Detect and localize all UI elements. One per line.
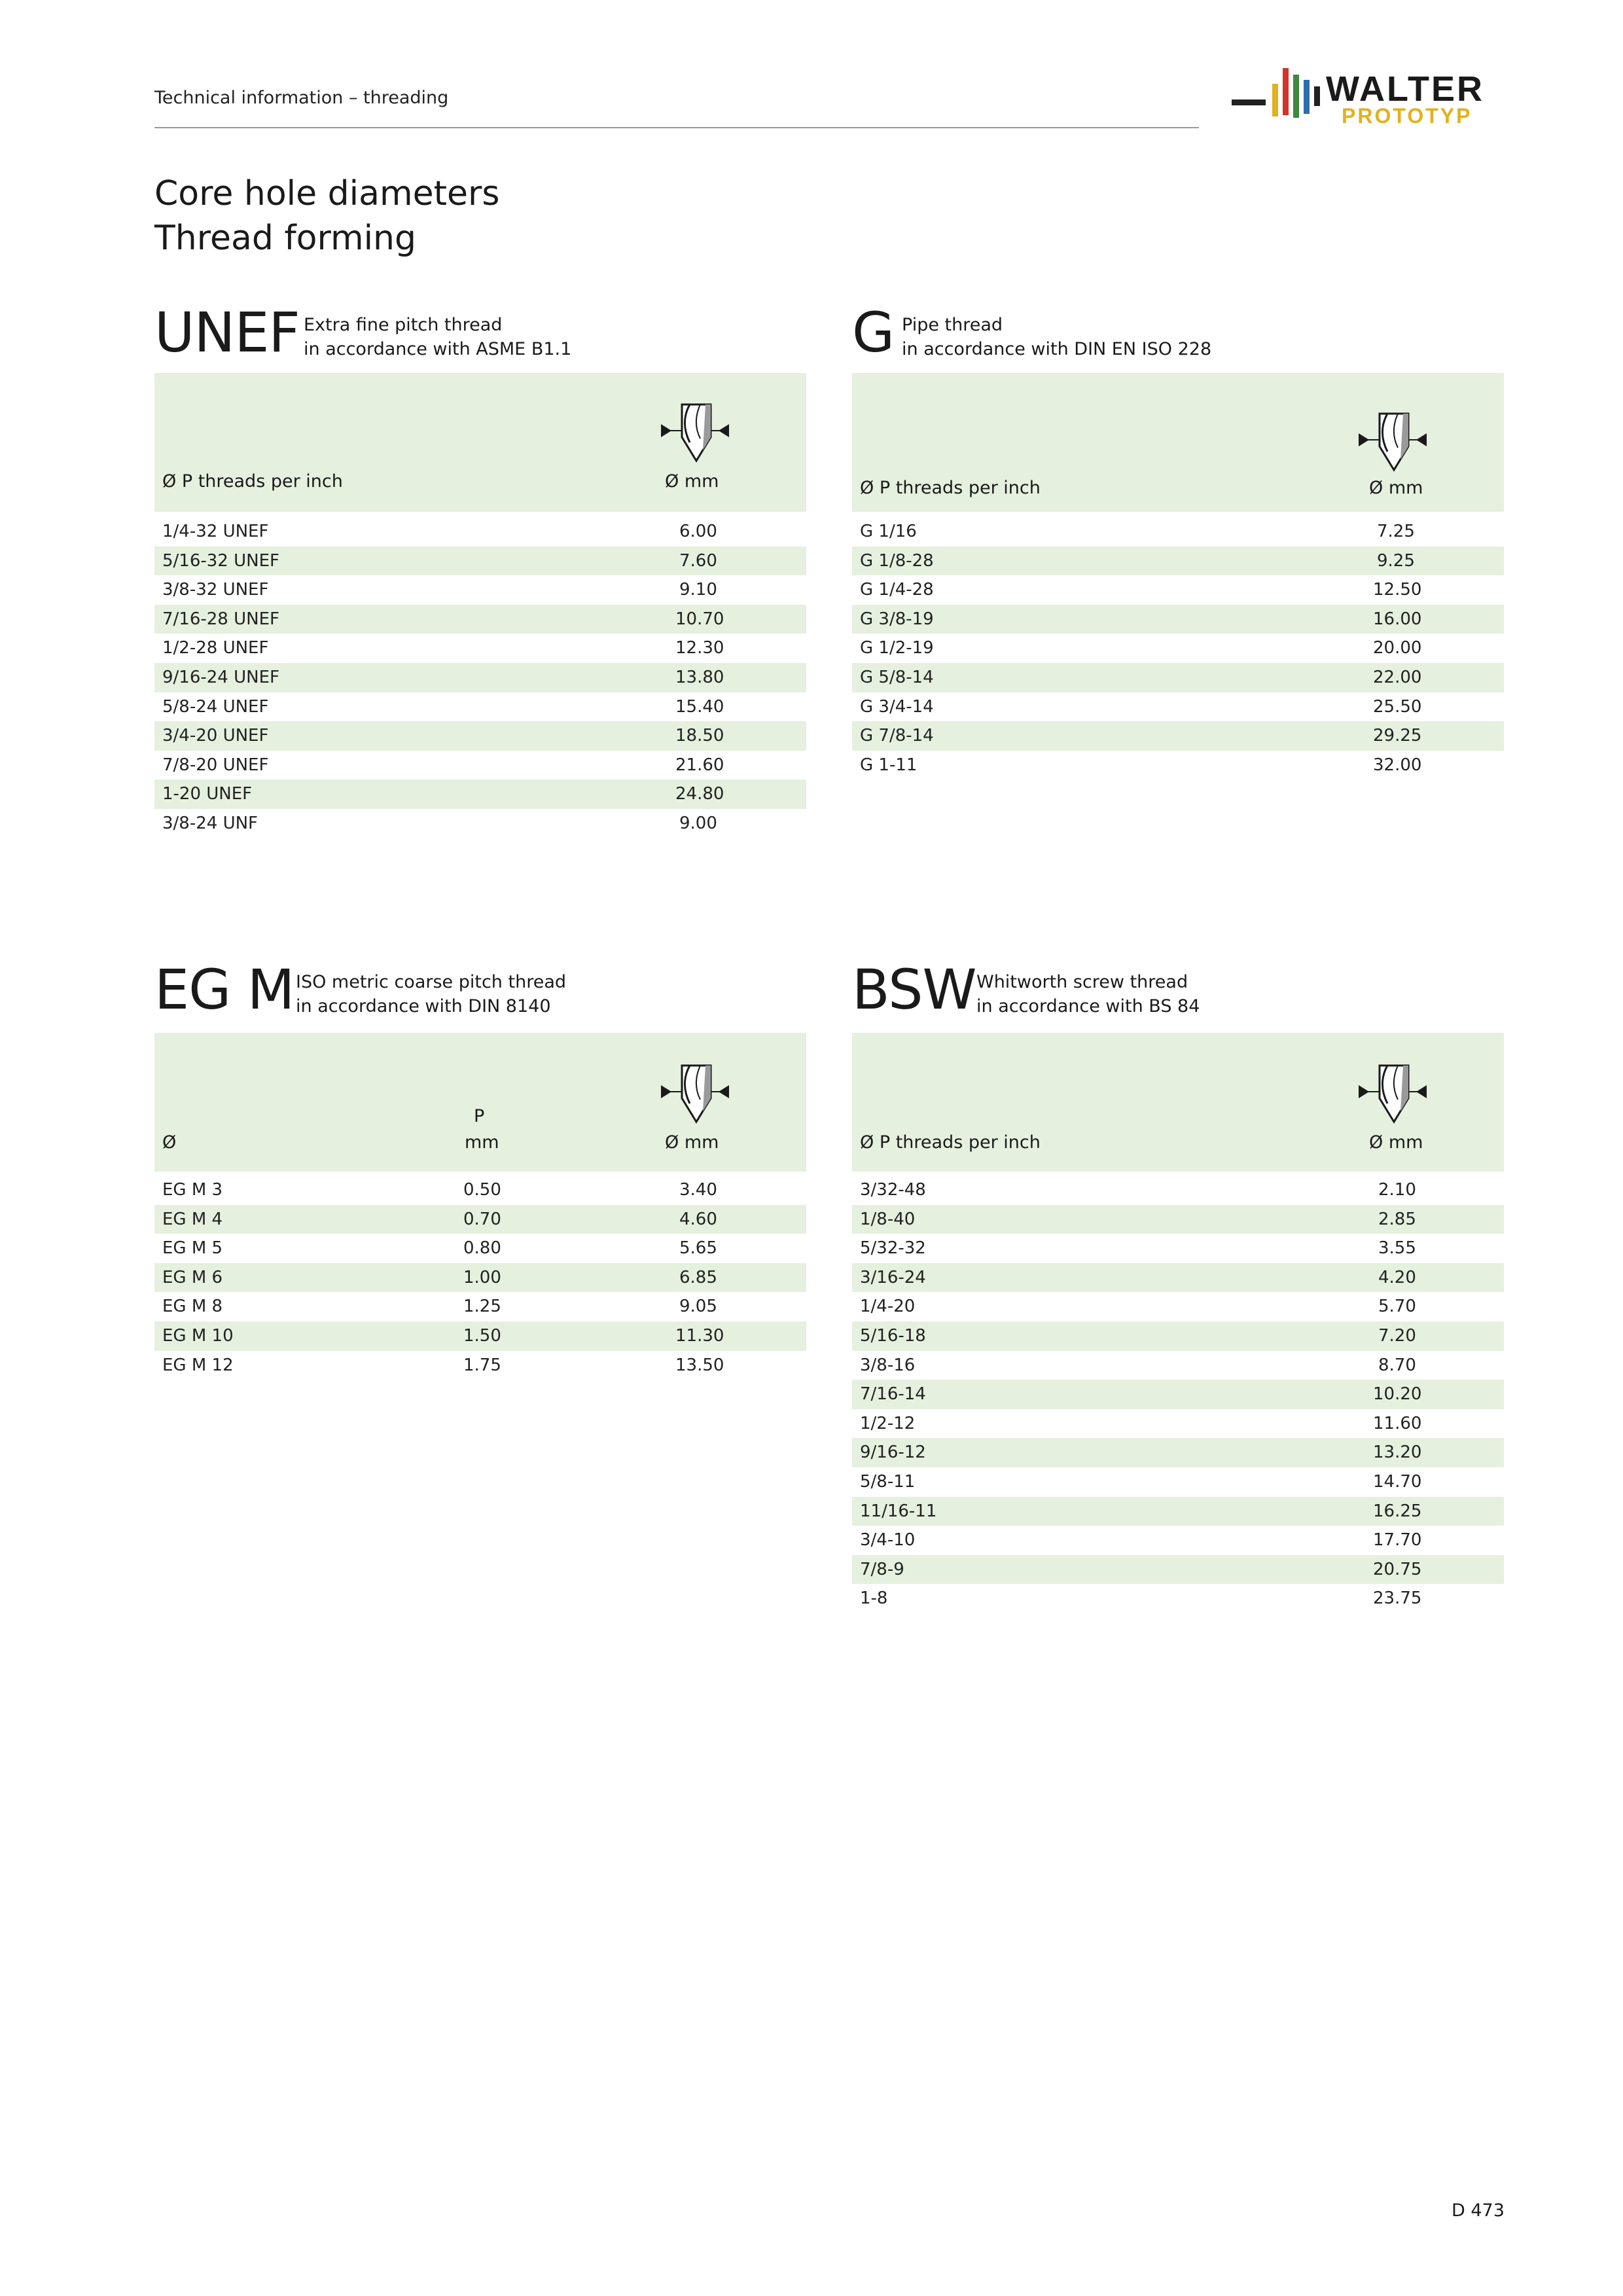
table-cell-thread: 7/16-28 UNEF (162, 609, 279, 629)
logo-bar-3 (1283, 68, 1289, 115)
section-unef (154, 300, 806, 836)
table-cell-thread: G 3/4-14 (860, 696, 934, 717)
table-egm-col-diameter-label: Ø (162, 1132, 177, 1153)
table-row (154, 605, 806, 634)
table-cell-thread: G 1/16 (860, 522, 917, 541)
table-row (852, 751, 1504, 780)
core-hole-drill-icon (1355, 1063, 1431, 1128)
table-g-body (852, 517, 1504, 780)
page-title-line-2: Thread forming (154, 219, 417, 258)
section-egm-desc-line-2: in accordance with DIN 8140 (296, 996, 551, 1016)
table-cell-diameter: 3.55 (1378, 1238, 1416, 1259)
table-cell-diameter: 5.70 (1378, 1297, 1416, 1317)
table-row (852, 517, 1504, 547)
table-row (154, 1263, 806, 1293)
table-g-col-thread: Ø P threads per inch (860, 478, 1041, 498)
table-cell-diameter: 16.00 (1373, 609, 1422, 629)
logo-bar-2 (1272, 84, 1278, 117)
table-cell-diameter: 9.10 (679, 580, 717, 600)
table-bsw-header (852, 1033, 1504, 1172)
table-row (852, 1234, 1504, 1263)
table-cell-thread: G 3/8-19 (860, 609, 934, 629)
table-cell-thread: 11/16-11 (860, 1501, 937, 1521)
table-cell-diameter: 4.60 (679, 1209, 717, 1229)
table-cell-thread: 3/4-20 UNEF (162, 726, 269, 746)
table-cell-diameter: 32.00 (1373, 755, 1422, 775)
table-egm-col-pitch-bottom: mm (465, 1132, 499, 1153)
table-row (154, 692, 806, 722)
table-cell-pitch: 1.00 (463, 1267, 501, 1287)
table-egm-body (154, 1175, 806, 1380)
table-cell-diameter: 6.85 (679, 1267, 717, 1287)
table-cell-thread: 9/16-24 UNEF (162, 667, 279, 687)
table-egm-col-core-diameter: Ø mm (665, 1132, 719, 1153)
table-cell-thread: G 1-11 (860, 755, 918, 775)
table-row (154, 1175, 806, 1205)
table-cell-thread: 3/8-16 (860, 1355, 916, 1375)
core-hole-drill-icon (657, 402, 733, 467)
table-cell-diameter: 20.75 (1373, 1559, 1422, 1579)
table-row (852, 692, 1504, 722)
table-row (852, 1584, 1504, 1613)
table-row (852, 634, 1504, 663)
table-cell-thread: 5/8-11 (860, 1471, 916, 1492)
section-g-description (902, 313, 1211, 361)
header-section-label: Technical information – threading (154, 88, 449, 108)
table-cell-diameter: 7.20 (1378, 1325, 1416, 1346)
table-row (154, 721, 806, 751)
table-cell-diameter: 23.75 (1373, 1588, 1422, 1609)
section-bsw (852, 957, 1504, 1624)
table-bsw-body (852, 1175, 1504, 1613)
table-cell-thread: 3/4-10 (860, 1530, 916, 1551)
section-g-desc-line-1: Pipe thread (902, 315, 1003, 335)
table-cell-diameter: 15.40 (675, 696, 724, 717)
table-cell-thread: EG M 8 (162, 1297, 223, 1317)
table-cell-thread: 7/8-20 UNEF (162, 755, 269, 775)
table-row (154, 1234, 806, 1263)
table-row (852, 1380, 1504, 1409)
table-row (852, 1351, 1504, 1380)
table-cell-diameter: 8.70 (1378, 1355, 1416, 1375)
table-bsw-col-thread: Ø P threads per inch (860, 1132, 1041, 1153)
table-cell-diameter: 7.25 (1377, 522, 1415, 541)
table-cell-thread: 3/16-24 (860, 1267, 926, 1287)
table-row (852, 575, 1504, 605)
table-cell-diameter: 11.30 (675, 1325, 724, 1346)
section-unef-desc-line-2: in accordance with ASME B1.1 (304, 339, 572, 359)
section-egm-description (296, 970, 566, 1018)
table-cell-thread: 1/8-40 (860, 1209, 916, 1229)
table-row (852, 1263, 1504, 1293)
table-cell-thread: 1/2-12 (860, 1413, 916, 1433)
table-cell-thread: 5/16-18 (860, 1325, 926, 1346)
section-bsw-heading (852, 957, 1504, 1022)
table-row (852, 1438, 1504, 1467)
logo-bar-6 (1314, 86, 1320, 106)
table-cell-diameter: 3.40 (679, 1180, 717, 1200)
table-cell-diameter: 13.80 (675, 667, 724, 687)
section-egm (154, 957, 806, 1389)
table-cell-thread: 3/32-48 (860, 1180, 926, 1200)
table-cell-diameter: 10.70 (675, 609, 724, 629)
table-row (852, 1175, 1504, 1205)
table-cell-thread: EG M 3 (162, 1180, 223, 1200)
table-cell-diameter: 21.60 (675, 755, 724, 775)
table-row (852, 547, 1504, 576)
table-cell-diameter: 9.05 (679, 1297, 717, 1317)
table-row (852, 663, 1504, 692)
page-title-line-1: Core hole diameters (154, 174, 500, 213)
table-cell-diameter: 13.50 (675, 1355, 724, 1375)
table-bsw-col-diameter: Ø mm (1369, 1132, 1423, 1153)
table-cell-diameter: 6.00 (679, 522, 717, 541)
table-row (852, 605, 1504, 634)
table-cell-diameter: 9.25 (1377, 550, 1415, 571)
table-cell-pitch: 1.25 (463, 1297, 501, 1317)
section-g (852, 300, 1504, 784)
table-row (154, 809, 806, 838)
walter-prototyp-logo (1232, 60, 1507, 132)
section-g-code: G (852, 300, 895, 365)
section-egm-heading (154, 957, 806, 1022)
table-cell-diameter: 25.50 (1373, 696, 1422, 717)
table-cell-thread: G 5/8-14 (860, 667, 934, 687)
table-row (154, 517, 806, 547)
core-hole-drill-icon (1355, 411, 1431, 476)
table-row (852, 1526, 1504, 1555)
table-cell-thread: EG M 4 (162, 1209, 223, 1229)
table-cell-thread: 1/2-28 UNEF (162, 638, 269, 658)
table-cell-thread: EG M 12 (162, 1355, 234, 1375)
logo-sub-text: PROTOTYP (1342, 104, 1472, 128)
page-number: D 473 (1452, 2200, 1505, 2221)
section-g-heading (852, 300, 1504, 365)
table-cell-pitch: 0.50 (463, 1180, 501, 1200)
logo-brand-text: WALTER (1326, 69, 1484, 109)
table-cell-thread: 7/16-14 (860, 1384, 926, 1405)
table-cell-diameter: 5.65 (679, 1238, 717, 1259)
table-cell-thread: 1/4-32 UNEF (162, 522, 269, 541)
table-cell-thread: 5/8-24 UNEF (162, 696, 269, 717)
table-cell-thread: 5/32-32 (860, 1238, 926, 1259)
table-cell-thread: G 1/8-28 (860, 550, 934, 571)
table-cell-diameter: 7.60 (679, 550, 717, 571)
logo-bar-1 (1232, 99, 1266, 105)
table-cell-thread: G 7/8-14 (860, 726, 934, 746)
section-unef-heading (154, 300, 806, 365)
table-row (852, 1292, 1504, 1321)
table-row (852, 1321, 1504, 1351)
table-cell-pitch: 1.75 (463, 1355, 501, 1375)
table-cell-diameter: 24.80 (675, 784, 724, 804)
table-cell-thread: 3/8-24 UNF (162, 813, 259, 833)
header-divider (154, 127, 1199, 128)
table-cell-pitch: 0.80 (463, 1238, 501, 1259)
table-cell-diameter: 9.00 (679, 813, 717, 833)
table-row (154, 1205, 806, 1234)
table-row (154, 634, 806, 663)
table-cell-diameter: 17.70 (1373, 1530, 1422, 1551)
table-unef-header (154, 373, 806, 512)
table-row (852, 1497, 1504, 1526)
table-g-header (852, 373, 1504, 512)
table-cell-thread: G 1/2-19 (860, 638, 934, 658)
section-egm-desc-line-1: ISO metric coarse pitch thread (296, 972, 567, 992)
core-hole-drill-icon (657, 1063, 733, 1128)
section-unef-description (304, 313, 571, 361)
table-cell-thread: EG M 10 (162, 1325, 234, 1346)
section-bsw-desc-line-1: Whitworth screw thread (976, 972, 1188, 992)
table-row (154, 547, 806, 576)
section-bsw-desc-line-2: in accordance with BS 84 (976, 996, 1200, 1016)
table-cell-diameter: 13.20 (1373, 1443, 1422, 1463)
table-cell-thread: 9/16-12 (860, 1443, 926, 1463)
table-cell-diameter: 10.20 (1373, 1384, 1422, 1405)
table-cell-thread: 1-8 (860, 1588, 888, 1609)
table-unef-body (154, 517, 806, 838)
table-cell-pitch: 1.50 (463, 1325, 501, 1346)
table-g-col-diameter: Ø mm (1369, 478, 1423, 498)
table-cell-diameter: 14.70 (1373, 1471, 1422, 1492)
table-row (852, 1409, 1504, 1439)
section-bsw-code: BSW (852, 958, 976, 1022)
table-unef-col-thread: Ø P threads per inch (162, 471, 343, 492)
table-egm-header (154, 1033, 806, 1172)
table-cell-thread: EG M 6 (162, 1267, 223, 1287)
table-cell-thread: 5/16-32 UNEF (162, 550, 279, 571)
table-cell-thread: 1/4-20 (860, 1297, 916, 1317)
section-unef-desc-line-1: Extra fine pitch thread (304, 315, 503, 335)
table-cell-diameter: 2.10 (1378, 1180, 1416, 1200)
table-row (154, 1292, 806, 1321)
section-unef-code: UNEF (154, 300, 300, 365)
table-cell-diameter: 11.60 (1373, 1413, 1422, 1433)
table-row (154, 1321, 806, 1351)
table-cell-diameter: 20.00 (1373, 638, 1422, 658)
table-cell-thread: 7/8-9 (860, 1559, 904, 1579)
table-cell-diameter: 29.25 (1373, 726, 1422, 746)
table-row (154, 1351, 806, 1380)
table-cell-thread: 1-20 UNEF (162, 784, 253, 804)
table-cell-diameter: 4.20 (1378, 1267, 1416, 1287)
table-cell-thread: 3/8-32 UNEF (162, 580, 269, 600)
section-egm-code: EG M (154, 958, 294, 1022)
table-cell-thread: G 1/4-28 (860, 580, 934, 600)
table-cell-pitch: 0.70 (463, 1209, 501, 1229)
table-cell-diameter: 22.00 (1373, 667, 1422, 687)
table-cell-diameter: 18.50 (675, 726, 724, 746)
table-row (154, 780, 806, 809)
table-row (852, 1555, 1504, 1585)
table-row (154, 663, 806, 692)
logo-bar-5 (1304, 80, 1310, 114)
table-egm-col-pitch-top: P (474, 1106, 485, 1126)
logo-bar-4 (1293, 75, 1299, 118)
table-row (852, 721, 1504, 751)
section-g-desc-line-2: in accordance with DIN EN ISO 228 (902, 339, 1212, 359)
page-title (154, 171, 499, 260)
table-row (154, 751, 806, 780)
table-unef-col-diameter: Ø mm (665, 471, 719, 492)
table-cell-diameter: 16.25 (1373, 1501, 1422, 1521)
section-bsw-description (976, 970, 1200, 1018)
table-cell-diameter: 12.50 (1373, 580, 1422, 600)
table-cell-diameter: 12.30 (675, 638, 724, 658)
table-cell-diameter: 2.85 (1378, 1209, 1416, 1229)
table-cell-thread: EG M 5 (162, 1238, 223, 1259)
table-row (852, 1205, 1504, 1234)
table-row (154, 575, 806, 605)
table-row (852, 1467, 1504, 1497)
